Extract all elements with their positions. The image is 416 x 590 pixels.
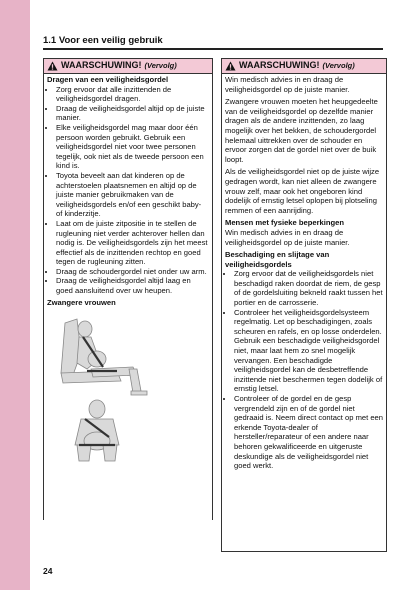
warning-triangle-icon — [225, 61, 236, 71]
list-item: • Zorg ervoor dat de veiligheidsgordels niet beschadigd raken doordat de riem, de gesp of de gordelsluiting bekneld raakt tussen het portier en de carrosserie. — [234, 269, 383, 307]
warning-continued: (Vervolg) — [322, 61, 355, 71]
list-item: • Controleer of de gordel en de gesp vergrendeld zijn en of de gordel niet gedraaid is. Neem direct contact op met een erkende Toyota-dealer of hersteller/reparateur of een andere naar behoren gekwalificeerde en uitgeruste deskundige als de veiligheidsgordel niet goed werkt. — [234, 394, 383, 471]
header-divider — [43, 48, 383, 50]
warning-box-left — [43, 58, 213, 520]
left-column — [43, 58, 213, 528]
warning-header-left — [44, 59, 212, 74]
heading-physical-limitations: Mensen met fysieke beperkingen — [225, 218, 345, 228]
warning-box-right — [221, 58, 387, 552]
paragraph: Als de veiligheidsgordel niet op de juiste wijze gedragen wordt, kan niet alleen de zwangere vrouw zelf, maar ook het ongeboren kind dodelijk of ernstig letsel oplopen bij plotseling remmen of een aanrijding. — [225, 167, 380, 215]
heading-pregnant-women: Zwangere vrouwen — [47, 297, 116, 307]
heading-damage-wear: Beschadiging en slijtage van veiligheidsgordels — [225, 250, 330, 269]
belt-usage-list — [47, 85, 209, 296]
page-number: 24 — [43, 566, 53, 576]
list-item: • Draag de veiligheidsgordel altijd laag en goed aansluitend over uw heupen. — [56, 276, 209, 295]
paragraph: Win medisch advies in en draag de veiligheidsgordel op de juiste manier. — [225, 75, 350, 94]
damage-list — [225, 269, 383, 470]
seated-woman-image — [47, 313, 167, 463]
list-item: • Draag de schoudergordel niet onder uw arm. — [56, 267, 209, 277]
list-item: • Controleer het veiligheidsgordelsysteem regelmatig. Let op beschadigingen, zoals scheuren en rafels, en op losse onderdelen. Gebruik een beschadigde veiligheidsgordel niet, maar laat hem zo snel mogelijk vervangen. Een beschadigde veiligheidsgordel kan de desbetreffende inzittende niet beschermen tegen dodelijk of ernstig letsel. — [234, 308, 383, 394]
warning-title: WAARSCHUWING! — [239, 60, 320, 71]
side-color-band — [0, 0, 30, 590]
warning-triangle-icon — [47, 61, 58, 71]
pregnant-woman-illustration — [47, 313, 209, 468]
warning-header-right — [222, 59, 386, 74]
list-item: • Laat om de juiste zitpositie in te stellen de rugleuning niet verder achterover hellen dan nodig is. De veiligheidsgordels zijn het meest effectief als de inzittenden rechtop en goed tegen de rugleuning zitten. — [56, 219, 209, 267]
paragraph: Win medisch advies in en draag de veiligheidsgordel op de juiste manier. — [225, 227, 350, 247]
warning-title: WAARSCHUWING! — [61, 60, 142, 71]
list-item: • Zorg ervoor dat alle inzittenden de veiligheidsgordel dragen. — [56, 85, 209, 104]
section-header: 1.1 Voor een veilig gebruik — [43, 35, 163, 46]
warning-continued: (Vervolg) — [144, 61, 177, 71]
list-item: • Draag de veiligheidsgordel altijd op de juiste manier. — [56, 104, 209, 123]
heading-wearing-belt: Dragen van een veiligheidsgordel — [47, 75, 169, 84]
paragraph: Zwangere vrouwen moeten het heupgedeelte van de veiligheidsgordel op dezelfde manier dragen als de andere inzittenden, zo laag mogelijk over het bekken, de schoudergordel helemaal uittrekken over de schouder en ervoor zorgen dat de gordel niet over de buik loopt. — [225, 97, 378, 164]
list-item: • Elke veiligheidsgordel mag maar door één persoon worden gebruikt. Gebruik een veiligheidsgordel niet voor twee personen tegelijk, ook niet als de tweede persoon een kind is. — [56, 123, 209, 171]
list-item: • Toyota beveelt aan dat kinderen op de achterstoelen plaatsnemen en altijd op de juiste manier gebruikmaken van de veiligheidsgordels en/of een geschikt baby- of kinderzitje. — [56, 171, 209, 219]
